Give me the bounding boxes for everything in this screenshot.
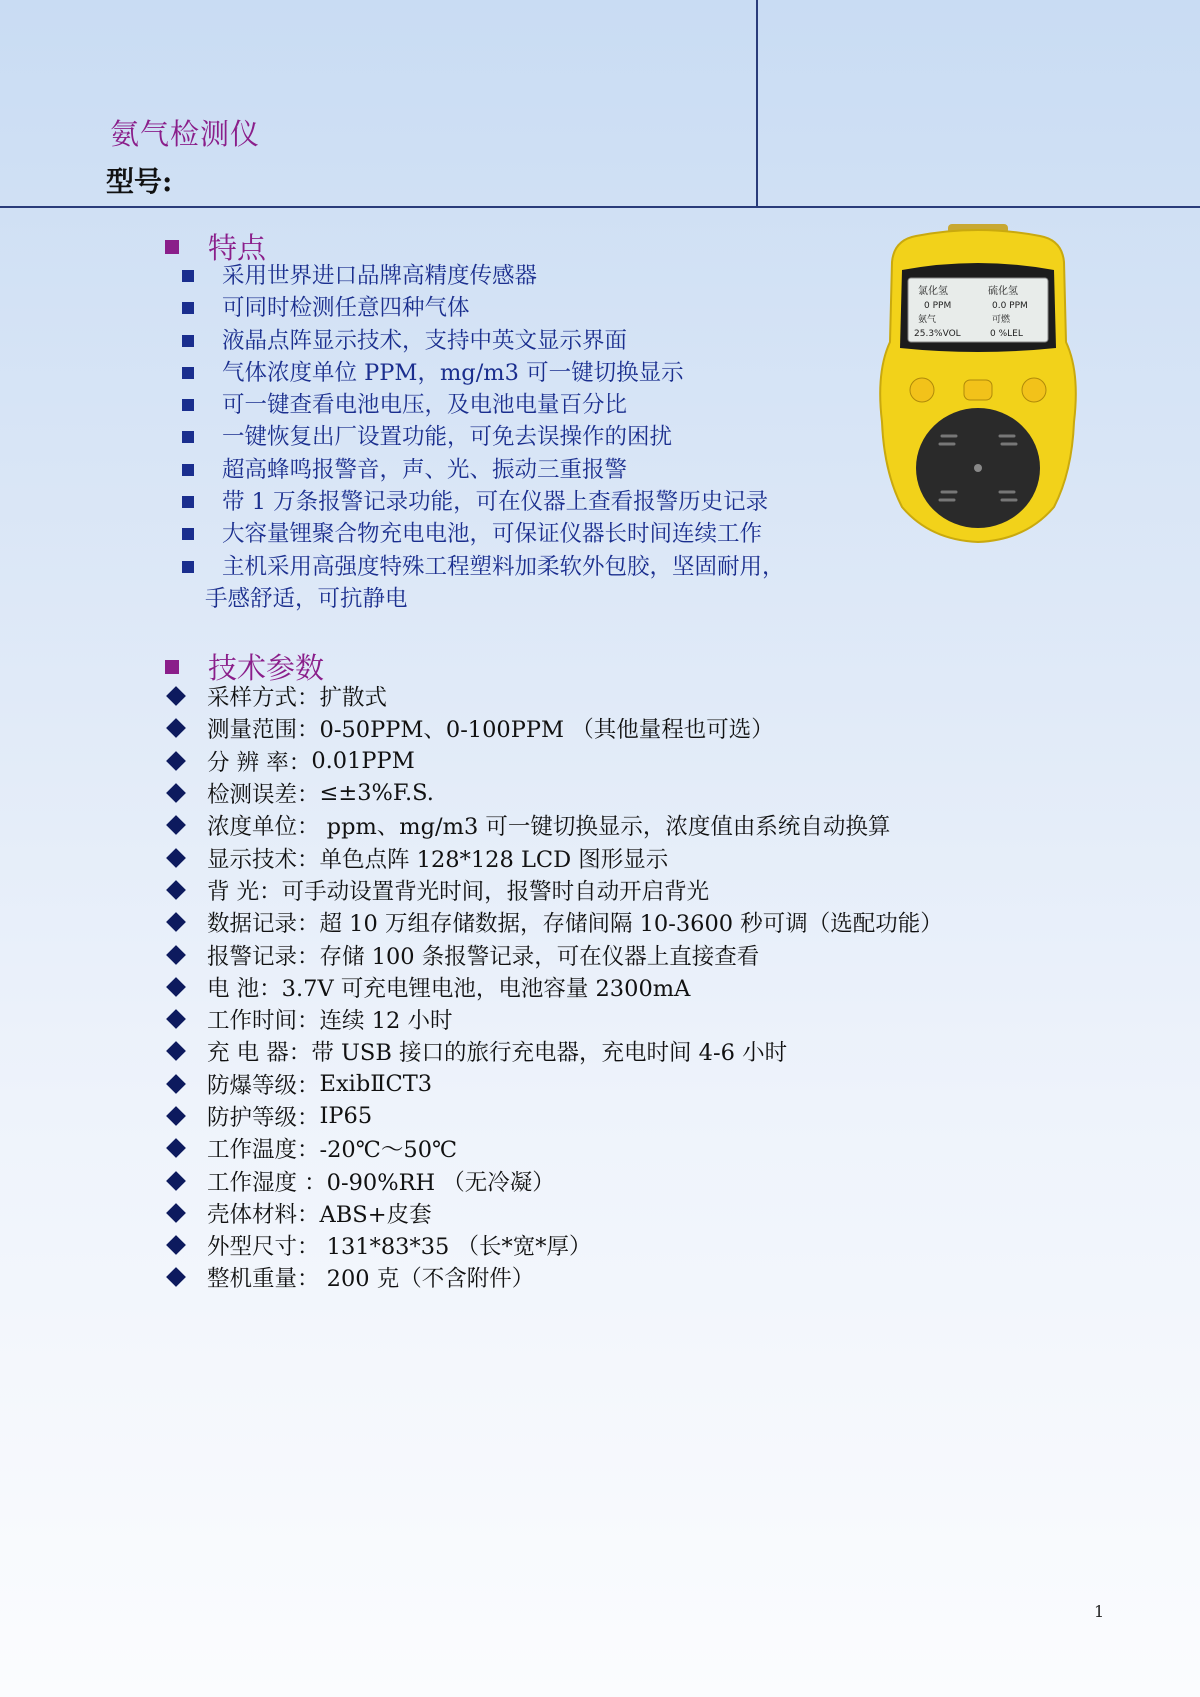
- param-value: 3.7V 可充电锂电池，电池容量 2300mA: [281, 975, 691, 1002]
- diamond-bullet-icon: [166, 1138, 186, 1158]
- product-name: 氨气检测仪: [110, 117, 261, 151]
- svg-text:硫化氢: 硫化氢: [988, 286, 1018, 297]
- param-row: [166, 1035, 1066, 1067]
- square-bullet-icon: [182, 302, 194, 314]
- param-value: ppm、mg/m3 可一键切换显示，浓度值由系统自动换算: [319, 814, 891, 841]
- square-bullet-icon: [182, 335, 194, 347]
- diamond-bullet-icon: [166, 1203, 186, 1223]
- list-item: 采用世界进口品牌高精度传感器: [180, 260, 840, 292]
- param-value: 0-90%RH （无冷凝）: [326, 1169, 555, 1196]
- param-label: 防爆等级：: [207, 1072, 320, 1099]
- param-label: 显示技术：: [207, 846, 320, 873]
- param-label: 测量范围：: [207, 717, 320, 744]
- param-value: -20℃～50℃: [319, 1137, 458, 1164]
- param-label: 工作时间：: [207, 1008, 320, 1035]
- param-value: 连续 12 小时: [319, 1008, 453, 1035]
- param-value: ExibⅡCT3: [319, 1070, 433, 1097]
- right-button: [1022, 378, 1046, 402]
- param-value: ABS+皮套: [319, 1201, 432, 1228]
- square-bullet-icon: [165, 240, 179, 254]
- param-label: 数据记录：: [207, 911, 320, 938]
- param-row: [166, 1100, 1066, 1132]
- param-label: 采样方式：: [207, 685, 320, 712]
- svg-text:0 %LEL: 0 %LEL: [990, 329, 1023, 339]
- list-item: 可同时检测任意四种气体: [180, 292, 840, 324]
- gas-detector-device-image: [876, 222, 1080, 544]
- list-item: 可一键查看电池电压，及电池电量百分比: [180, 389, 840, 421]
- list-item: 带 1 万条报警记录功能，可在仪器上查看报警历史记录: [180, 486, 840, 518]
- param-value: 0.01PPM: [311, 747, 415, 774]
- diamond-bullet-icon: [166, 1235, 186, 1255]
- param-row: [166, 971, 1066, 1003]
- param-row: [166, 680, 1066, 712]
- param-row: [166, 1261, 1066, 1293]
- svg-text:0 PPM: 0 PPM: [924, 301, 952, 311]
- param-value: 200 克（不含附件）: [319, 1266, 535, 1293]
- param-label: 电 池：: [207, 975, 282, 1002]
- param-value: 超 10 万组存储数据，存储间隔 10-3600 秒可调（选配功能）: [319, 911, 943, 938]
- param-value: 存储 100 条报警记录，可在仪器上直接查看: [319, 943, 760, 970]
- param-row: [166, 1132, 1066, 1164]
- param-label: 浓度单位：: [207, 814, 320, 841]
- diamond-bullet-icon: [166, 1042, 186, 1062]
- param-row: [166, 1164, 1066, 1196]
- svg-text:25.3%VOL: 25.3%VOL: [914, 329, 961, 339]
- param-label: 外型尺寸：: [207, 1234, 320, 1261]
- square-bullet-icon: [182, 496, 194, 508]
- diamond-bullet-icon: [166, 848, 186, 868]
- header-rule: [0, 206, 1200, 208]
- page-number: 1: [1094, 1602, 1105, 1621]
- diamond-bullet-icon: [166, 686, 186, 706]
- param-label: 工作温度：: [207, 1137, 320, 1164]
- diamond-bullet-icon: [166, 1268, 186, 1288]
- diamond-bullet-icon: [166, 945, 186, 965]
- square-bullet-icon: [182, 528, 194, 540]
- list-item: 气体浓度单位 PPM，mg/m3 可一键切换显示: [180, 357, 840, 389]
- param-value: 131*83*35 （长*宽*厚）: [319, 1234, 592, 1261]
- square-bullet-icon: [182, 270, 194, 282]
- param-row: [166, 938, 1066, 970]
- param-row: [166, 906, 1066, 938]
- diamond-bullet-icon: [166, 783, 186, 803]
- param-label: 背 光：: [207, 878, 282, 905]
- diamond-bullet-icon: [166, 912, 186, 932]
- param-value: IP65: [319, 1103, 373, 1129]
- square-bullet-icon: [182, 464, 194, 476]
- left-button: [910, 378, 934, 402]
- param-label: 检测误差：: [207, 782, 320, 809]
- diamond-bullet-icon: [166, 880, 186, 900]
- params-title-text: 技术参数: [208, 651, 325, 685]
- diamond-bullet-icon: [166, 1106, 186, 1126]
- header-vertical-rule: [756, 0, 758, 207]
- sensor-hole: [974, 464, 982, 472]
- diamond-bullet-icon: [166, 815, 186, 835]
- square-bullet-icon: [165, 660, 179, 674]
- param-value: 单色点阵 128*128 LCD 图形显示: [319, 846, 669, 873]
- param-row: [166, 841, 1066, 873]
- params-list: [166, 680, 1066, 1294]
- param-row: [166, 712, 1066, 744]
- list-item-continuation: 手感舒适，可抗静电: [205, 585, 408, 612]
- square-bullet-icon: [182, 561, 194, 573]
- svg-text:可燃: 可燃: [992, 315, 1011, 325]
- diamond-bullet-icon: [166, 1074, 186, 1094]
- list-item: 液晶点阵显示技术，支持中英文显示界面: [180, 325, 840, 357]
- param-row: [166, 1197, 1066, 1229]
- features-list: [180, 260, 840, 615]
- param-row: [166, 745, 1066, 777]
- param-label: 充 电 器：: [207, 1040, 312, 1067]
- list-item: 超高蜂鸣报警音，声、光、振动三重报警: [180, 454, 840, 486]
- diamond-bullet-icon: [166, 1171, 186, 1191]
- diamond-bullet-icon: [166, 977, 186, 997]
- param-value: ≤±3%F.S.: [319, 780, 434, 807]
- param-row: [166, 874, 1066, 906]
- param-row: [166, 1003, 1066, 1035]
- features-title-text: 特点: [208, 231, 267, 265]
- square-bullet-icon: [182, 431, 194, 443]
- param-label: 工作湿度 ：: [207, 1169, 327, 1196]
- diamond-bullet-icon: [166, 1009, 186, 1029]
- param-value: 扩散式: [319, 685, 388, 712]
- square-bullet-icon: [182, 367, 194, 379]
- list-item: 主机采用高强度特殊工程塑料加柔软外包胶，坚固耐用，: [180, 551, 840, 583]
- param-label: 报警记录：: [207, 943, 320, 970]
- param-value: 0-50PPM、0-100PPM （其他量程也可选）: [319, 717, 774, 744]
- param-value: 可手动设置背光时间，报警时自动开启背光: [281, 878, 710, 905]
- square-bullet-icon: [182, 399, 194, 411]
- param-label: 整机重量：: [207, 1266, 320, 1293]
- param-row: [166, 1229, 1066, 1261]
- param-label: 分 辨 率：: [207, 749, 312, 776]
- svg-text:0.0 PPM: 0.0 PPM: [992, 301, 1028, 311]
- model-label: 型号:: [106, 165, 173, 198]
- list-item: 一键恢复出厂设置功能，可免去误操作的困扰: [180, 421, 840, 453]
- list-item: 大容量锂聚合物充电电池，可保证仪器长时间连续工作: [180, 518, 840, 550]
- param-row: [166, 777, 1066, 809]
- svg-text:氨气: 氨气: [918, 315, 937, 325]
- diamond-bullet-icon: [166, 719, 186, 739]
- param-label: 壳体材料：: [207, 1201, 320, 1228]
- diamond-bullet-icon: [166, 751, 186, 771]
- center-button: [964, 380, 992, 400]
- param-value: 带 USB 接口的旅行充电器，充电时间 4-6 小时: [311, 1040, 788, 1067]
- param-label: 防护等级：: [207, 1105, 320, 1131]
- param-row: [166, 1068, 1066, 1100]
- svg-text:氯化氢: 氯化氢: [918, 286, 948, 297]
- param-row: [166, 809, 1066, 841]
